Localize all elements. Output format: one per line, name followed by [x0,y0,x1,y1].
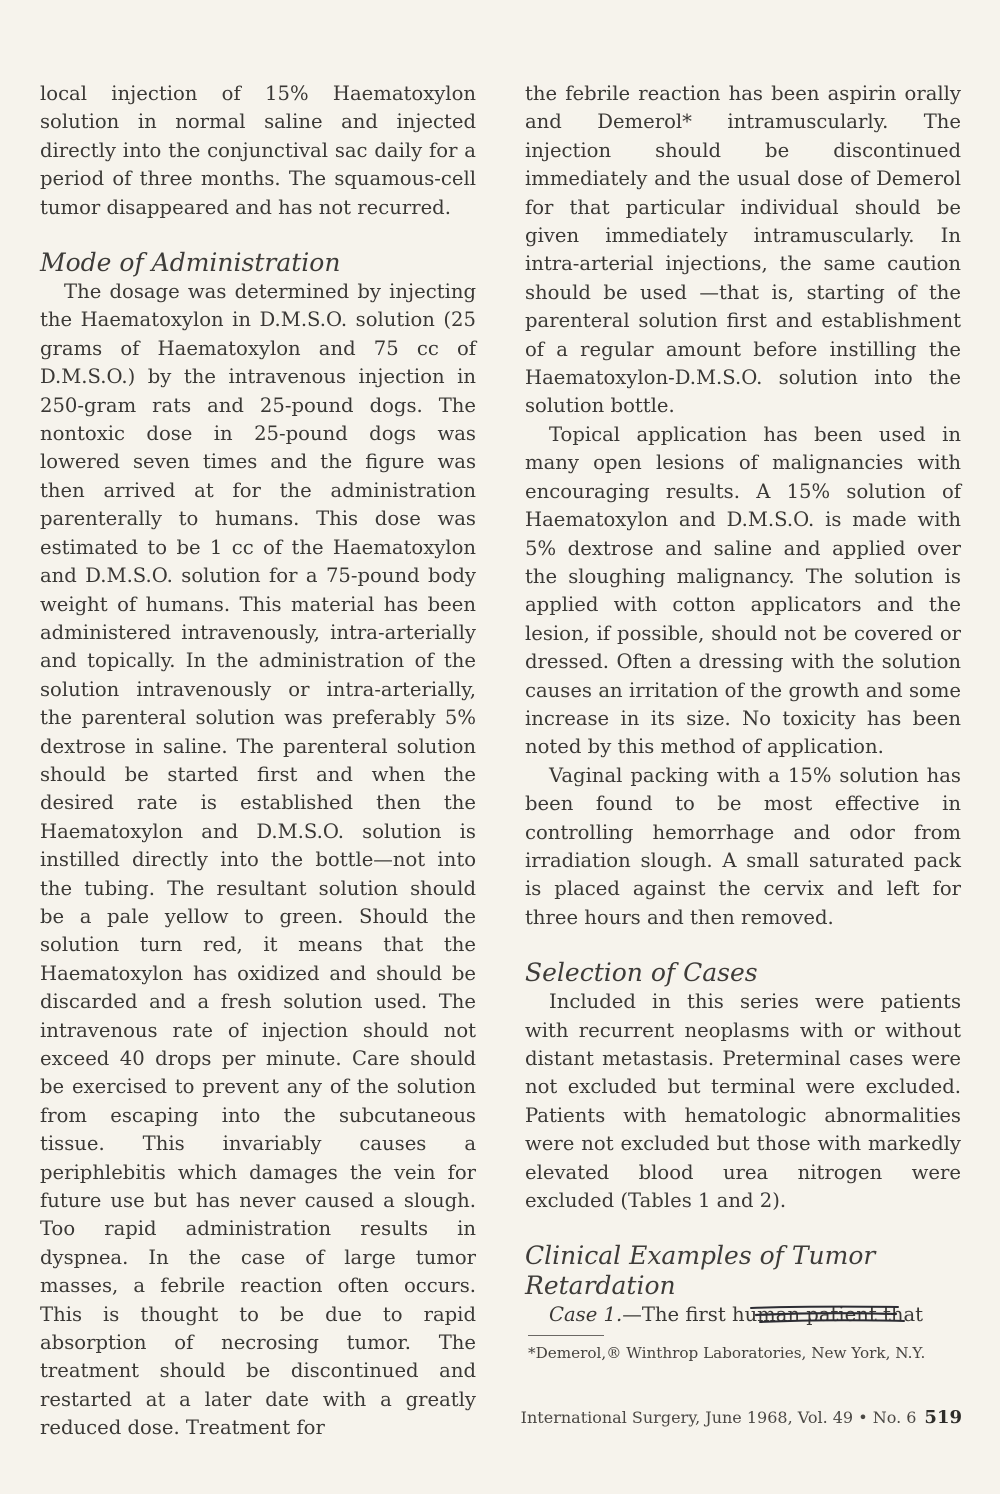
paragraph: local injection of 15% Haematoxylon solution in normal saline and injected directly into the conjunctival sac daily for a period of three months. The squamous-cell tumor disappeared and has not recurred. [40,82,476,219]
handwritten-underline-mark [748,1303,908,1329]
page-footer [488,1406,962,1430]
page-number: 519 [924,1407,962,1428]
footnote: *Demerol,® Winthrop Laboratories, New York, N.Y. [528,1344,926,1362]
paragraph: The dosage was determined by injecting the Haematoxylon in D.M.S.O. solution (25 grams of Haematoxylon and 75 cc of D.M.S.O.) by the intravenous injection in 250-gram rats and 25-pound dogs. The nontoxic dose in 25-pound dogs was lowered seven times and the figure was then arrived at for the administration parenterally to humans. This dose was estimated to be 1 cc of the Haematoxylon and D.M.S.O. solution for a 75-pound body weight of humans. This material has been administered intravenously, intra-arterially and topically. In the administration of the solution intravenously or intra-arterially, the parenteral solution was preferably 5% dextrose in saline. The parenteral solution should be started first and when the desired rate is established then the Haematoxylon and D.M.S.O. solution is instilled directly into the bottle—not into the tubing. The resultant solution should be a pale yellow to green. Should the solution turn red, it means that the Haematoxylon has oxidized and should be discarded and a fresh solution used. The intravenous rate of injection should not exceed 40 drops per minute. Care should be exercised to prevent any of the solution from escaping into the subcutaneous tissue. This invariably causes a periphlebitis which damages the vein for future use but has never caused a slough. Too rapid administration results in dyspnea. In the case of large tumor masses, a febrile reaction often occurs. This is thought to be due to rapid absorption of necrosing tumor. The treatment should be discontinued and restarted at a later date with a greatly reduced dose. Treatment for [40,280,476,1440]
section-heading-clinical-examples: Clinical Examples of Tumor Retardation [525,1241,876,1301]
paragraph: Vaginal packing with a 15% solution has been found to be most effective in controlling hemorrhage and odor from irradiation slough. A small saturated pack is placed against the cervix and left for three hours and then removed. [525,763,961,929]
paragraph: Included in this series were patients with recurrent neoplasms with or without distant metastasis. Preterminal cases were not excluded but terminal were excluded. Patients with hematologic abnormalities were not excluded but those with markedly elevated blood urea nitrogen were excluded (Tables 1 and 2). [525,990,961,1213]
case-label: Case 1. [549,1303,623,1327]
right-column [525,80,961,1330]
footnote-rule [528,1335,604,1336]
left-column [40,80,476,1443]
section-heading-selection-of-cases: Selection of Cases [525,958,758,988]
paragraph: the febrile reaction has been aspirin orally and Demerol* intramuscularly. The injection should be discontinued immediately and the usual dose of Demerol for that particular individual should be given immediately intramuscularly. In intra-arterial injections, the same caution should be used —that is, starting of the parenteral solution first and establishment of a regular amount before instilling the Haematoxylon-D.M.S.O. solution into the solution bottle. [525,82,961,418]
paragraph: Topical application has been used in many open lesions of malignancies with encouraging results. A 15% solution of Haematoxylon and D.M.S.O. is made with 5% dextrose and saline and applied over the sloughing malignancy. The solution is applied with cotton applicators and the lesion, if possible, should not be covered or dressed. Often a dressing with the solution causes an irritation of the growth and some increase in its size. No toxicity has been noted by this method of application. [525,422,961,759]
journal-citation: International Surgery, June 1968, Vol. 49 • No. 6 [520,1408,917,1427]
section-heading-mode-of-administration: Mode of Administration [40,248,341,278]
case-text: —The first human patient that [622,1303,924,1327]
